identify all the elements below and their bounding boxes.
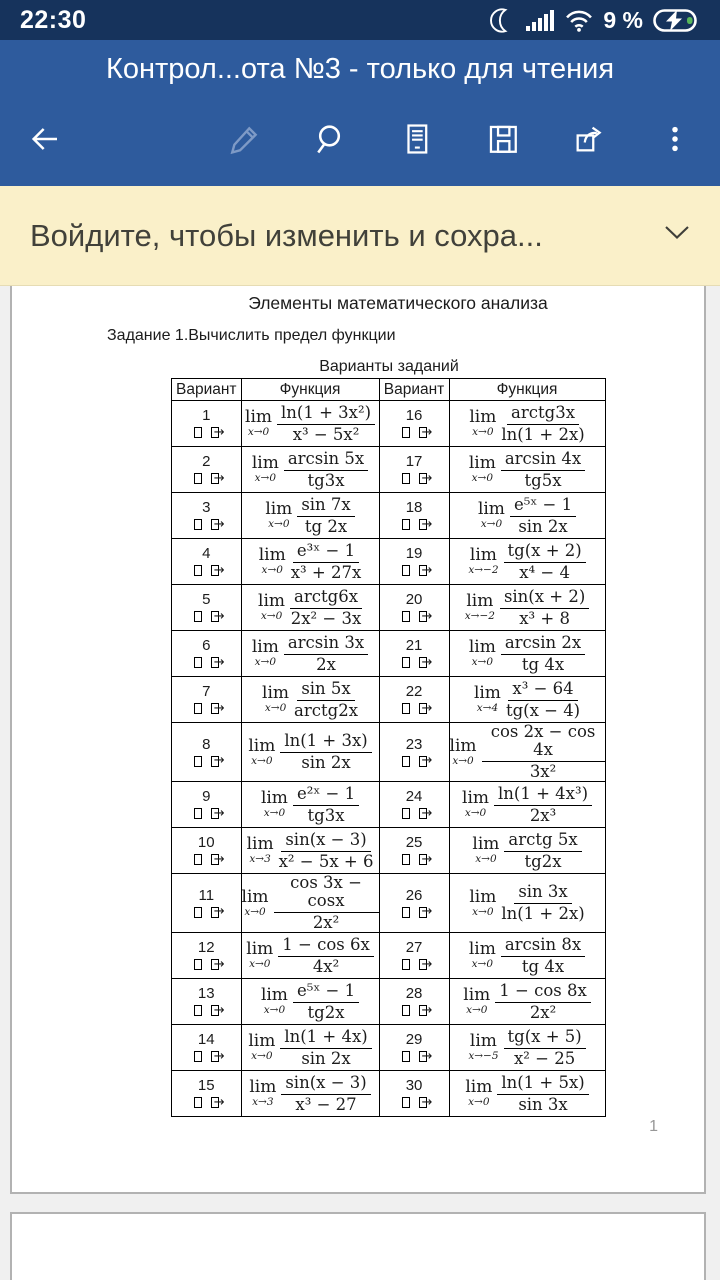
object-placeholders <box>172 470 241 486</box>
document-title-bar: Контрол...ота №3 - только для чтения <box>105 53 615 85</box>
object-placeholder-arrow-icon: → <box>211 703 219 714</box>
limit-operator: lim x→4 <box>473 683 501 714</box>
object-placeholder-arrow-icon: → <box>211 1051 219 1062</box>
battery-percent: 9 % <box>603 6 643 33</box>
object-placeholder-icon <box>194 1097 202 1108</box>
object-placeholder-arrow-icon: → <box>211 427 219 438</box>
object-placeholders <box>172 805 241 821</box>
fraction: $\frac{\sin(x + 2)}{\text{x³ + 8}}$ <box>500 588 589 628</box>
variant-number: 10 <box>197 834 215 851</box>
variant-number: 21 <box>405 637 423 654</box>
variant-number: 6 <box>202 637 211 654</box>
limit-operator: lim x→0 <box>251 453 279 484</box>
variant-number: 1 <box>202 407 211 424</box>
table-row <box>172 585 606 631</box>
fraction: $\frac{\ln(1 + 3x)}{\sin 2x}$ <box>280 732 371 772</box>
fraction: $\frac{\cos 2x - \cos 4x}{\text{3x²}}$ <box>482 723 605 781</box>
share-button[interactable] <box>564 114 614 164</box>
table-row <box>172 933 606 979</box>
save-icon <box>486 122 520 156</box>
fraction: $\frac{tg(x + 2)}{\text{x⁴ − 4}}$ <box>504 542 586 582</box>
object-placeholder-icon <box>402 854 410 865</box>
variant-cell <box>379 933 449 979</box>
object-placeholder-icon <box>194 808 202 819</box>
object-placeholder-icon <box>194 519 202 530</box>
object-placeholder-arrow-icon: → <box>419 473 427 484</box>
fraction: $\frac{\arcsin 2x}{tg 4x}$ <box>501 634 585 674</box>
fraction: $\frac{\text{ln(1 + 4x³)}}{\text{2x³}}$ <box>494 785 592 825</box>
fraction: $\frac{\sin(x - 3)}{\text{x² − 5x + 6}}$ <box>278 829 374 871</box>
object-placeholder-arrow-icon: → <box>419 519 427 530</box>
table-row <box>172 1071 606 1117</box>
variant-number: 23 <box>405 735 423 753</box>
limit-operator: lim x→3 <box>246 834 274 865</box>
limit-operator: lim x→0 <box>265 499 293 530</box>
object-placeholder-icon <box>402 756 410 767</box>
function-cell <box>241 1071 379 1117</box>
object-placeholder-arrow-icon: → <box>211 1005 219 1016</box>
variant-number: 13 <box>197 985 215 1002</box>
object-placeholder-arrow-icon: → <box>211 611 219 622</box>
limit-operator: lim x→3 <box>249 1077 277 1108</box>
table-row <box>172 828 606 874</box>
object-placeholders <box>380 1094 449 1110</box>
object-placeholder-icon <box>402 519 410 530</box>
object-placeholder-icon <box>402 657 410 668</box>
variant-number: 11 <box>198 886 215 904</box>
table-row <box>172 677 606 723</box>
object-placeholders <box>380 851 449 867</box>
table-row <box>172 401 606 447</box>
variant-cell <box>379 493 449 539</box>
function-cell <box>241 631 379 677</box>
limit-operator: lim x→0 <box>248 1031 276 1062</box>
function-cell <box>449 539 605 585</box>
table-row <box>172 782 606 828</box>
object-placeholder-arrow-icon: → <box>211 519 219 530</box>
overflow-menu-icon <box>660 122 690 156</box>
variant-cell <box>172 933 242 979</box>
function-cell <box>449 1025 605 1071</box>
function-cell <box>241 782 379 828</box>
doc-task-line: Задание 1.Вычислить предел функции <box>107 327 396 344</box>
variant-number: 4 <box>202 545 211 562</box>
object-placeholder-icon <box>402 959 410 970</box>
mobile-view-button[interactable] <box>392 114 442 164</box>
variant-number: 25 <box>405 834 423 851</box>
variant-number: 24 <box>405 788 423 805</box>
object-placeholder-arrow-icon: → <box>419 657 427 668</box>
fraction: $\frac{\ln(1 + 5x)}{\sin 3x}$ <box>497 1074 588 1114</box>
limit-operator: lim x→−2 <box>468 545 499 576</box>
object-placeholders <box>172 752 241 769</box>
function-cell <box>449 631 605 677</box>
function-cell <box>449 933 605 979</box>
variant-number: 9 <box>202 788 211 805</box>
variant-number: 2 <box>202 453 211 470</box>
function-cell <box>449 782 605 828</box>
variants-table <box>171 378 606 1117</box>
object-placeholder-icon <box>194 756 202 767</box>
table-row <box>172 979 606 1025</box>
object-placeholder-icon <box>194 427 202 438</box>
object-placeholder-icon <box>194 703 202 714</box>
battery-charging-icon <box>652 7 700 34</box>
page-1 <box>10 286 706 1194</box>
variant-number: 17 <box>405 453 423 470</box>
object-placeholders <box>380 424 449 440</box>
fraction: $\frac{\sin 5x}{\text{arctg2x}}$ <box>294 678 359 720</box>
col-header-variant-2: Вариант <box>379 379 449 401</box>
object-placeholder-icon <box>194 473 202 484</box>
fraction: $\frac{\text{e⁵ˣ − 1}}{\sin 2x}$ <box>510 496 576 536</box>
variant-number: 18 <box>405 499 423 516</box>
object-placeholders <box>172 424 241 440</box>
variant-cell <box>172 979 242 1025</box>
moon-icon <box>487 6 516 35</box>
variant-number: 29 <box>405 1031 423 1048</box>
fraction: $\frac{\text{e²ˣ − 1}}{tg3x}$ <box>293 785 359 825</box>
variant-cell <box>172 782 242 828</box>
function-cell <box>449 979 605 1025</box>
object-placeholder-icon <box>402 473 410 484</box>
limit-operator: lim x→0 <box>469 407 497 438</box>
fraction: $\frac{\text{arctg3x}}{\ln(1 + 2x)}$ <box>501 402 585 444</box>
limit-operator: lim x→0 <box>260 985 288 1016</box>
col-header-variant-1: Вариант <box>172 379 242 401</box>
function-cell <box>449 585 605 631</box>
object-placeholder-arrow-icon: → <box>211 854 219 865</box>
col-header-function-2: Функция <box>449 379 605 401</box>
variant-number: 14 <box>197 1031 215 1048</box>
object-placeholders <box>172 903 241 920</box>
object-placeholder-arrow-icon: → <box>419 1097 427 1108</box>
function-cell <box>241 493 379 539</box>
object-placeholder-icon <box>402 1005 410 1016</box>
function-cell <box>241 401 379 447</box>
table-caption: Варианты заданий <box>319 358 459 375</box>
variant-cell <box>172 723 242 782</box>
function-cell <box>241 585 379 631</box>
object-placeholder-arrow-icon: → <box>419 959 427 970</box>
object-placeholder-arrow-icon: → <box>211 756 219 767</box>
limit-operator: lim x→0 <box>258 545 286 576</box>
function-cell <box>449 828 605 874</box>
limit-operator: lim x→0 <box>463 985 491 1016</box>
variant-cell <box>172 585 242 631</box>
function-cell <box>241 979 379 1025</box>
sign-in-banner-text: Войдите, чтобы изменить и сохра... <box>30 217 543 253</box>
variant-cell <box>172 1025 242 1071</box>
object-placeholders <box>380 1048 449 1064</box>
fraction: $\frac{tg(x + 5)}{\text{x² − 25}}$ <box>504 1028 586 1068</box>
object-placeholder-icon <box>194 959 202 970</box>
variant-cell <box>379 979 449 1025</box>
variant-cell <box>379 723 449 782</box>
variant-cell <box>172 677 242 723</box>
limit-operator: lim x→0 <box>251 637 279 668</box>
variant-number: 3 <box>202 499 211 516</box>
object-placeholder-arrow-icon: → <box>419 703 427 714</box>
function-cell <box>241 828 379 874</box>
object-placeholder-icon <box>194 1005 202 1016</box>
table-row <box>172 631 606 677</box>
function-cell <box>449 493 605 539</box>
variant-cell <box>379 539 449 585</box>
variant-cell <box>379 1071 449 1117</box>
col-header-function-1: Функция <box>241 379 379 401</box>
variant-cell <box>379 631 449 677</box>
object-placeholder-icon <box>402 808 410 819</box>
object-placeholder-icon <box>402 427 410 438</box>
fraction: $\frac{\text{arctg6x}}{\text{2x² − 3x}}$ <box>290 586 362 628</box>
banner-expand-button[interactable] <box>650 215 704 256</box>
variant-number: 16 <box>405 407 423 424</box>
variant-cell <box>172 631 242 677</box>
object-placeholders <box>380 700 449 716</box>
variant-cell <box>172 828 242 874</box>
variant-cell <box>379 828 449 874</box>
table-row <box>172 874 606 933</box>
pencil-icon <box>228 122 262 156</box>
object-placeholders <box>172 1094 241 1110</box>
limit-operator: lim x→0 <box>477 499 505 530</box>
function-cell <box>449 723 605 782</box>
function-cell <box>241 539 379 585</box>
object-placeholder-arrow-icon: → <box>419 1005 427 1016</box>
app-bar <box>0 40 720 186</box>
variant-number: 19 <box>405 545 423 562</box>
status-bar <box>0 0 720 40</box>
object-placeholder-arrow-icon: → <box>419 854 427 865</box>
variant-cell <box>379 585 449 631</box>
variant-number: 22 <box>405 683 423 700</box>
variant-cell <box>172 447 242 493</box>
fraction: $\frac{\ln(1 + 4x)}{\sin 2x}$ <box>280 1028 371 1068</box>
document-canvas[interactable] <box>0 286 720 1280</box>
object-placeholder-icon <box>194 1051 202 1062</box>
object-placeholder-icon <box>402 1051 410 1062</box>
variant-number: 8 <box>202 735 211 753</box>
variant-number: 27 <box>405 939 423 956</box>
page-2 <box>10 1212 706 1280</box>
page-number: 1 <box>649 1118 658 1135</box>
limit-operator: lim x→0 <box>248 735 276 767</box>
object-placeholders <box>380 805 449 821</box>
limit-operator: lim x→0 <box>468 939 496 970</box>
object-placeholder-arrow-icon: → <box>211 657 219 668</box>
limit-operator: lim x→0 <box>258 591 286 622</box>
back-button[interactable] <box>20 114 70 164</box>
object-placeholder-icon <box>402 703 410 714</box>
variant-number: 30 <box>405 1077 423 1094</box>
table-row <box>172 493 606 539</box>
object-placeholder-arrow-icon: → <box>419 1051 427 1062</box>
variant-cell <box>379 1025 449 1071</box>
variant-cell <box>172 874 242 933</box>
object-placeholders <box>380 1002 449 1018</box>
function-cell <box>449 1071 605 1117</box>
object-placeholders <box>380 516 449 532</box>
object-placeholder-icon <box>194 907 202 918</box>
limit-operator: lim x→0 <box>468 637 496 668</box>
function-cell <box>449 401 605 447</box>
object-placeholders <box>172 654 241 670</box>
function-cell <box>241 447 379 493</box>
object-placeholder-arrow-icon: → <box>211 808 219 819</box>
object-placeholders <box>172 562 241 578</box>
variant-number: 7 <box>202 683 211 700</box>
object-placeholders <box>172 700 241 716</box>
function-cell <box>241 677 379 723</box>
object-placeholders <box>380 562 449 578</box>
limit-operator: lim x→0 <box>246 939 274 970</box>
variant-cell <box>172 1071 242 1117</box>
object-placeholder-icon <box>194 611 202 622</box>
object-placeholder-arrow-icon: → <box>211 907 219 918</box>
search-button[interactable] <box>306 114 356 164</box>
limit-operator: lim x→0 <box>468 453 496 484</box>
object-placeholders <box>172 1002 241 1018</box>
object-placeholders <box>380 956 449 972</box>
object-placeholder-arrow-icon: → <box>419 611 427 622</box>
object-placeholders <box>172 851 241 867</box>
chevron-down-icon <box>664 225 690 241</box>
fraction: $\frac{\arcsin 8x}{tg 4x}$ <box>501 936 585 976</box>
function-cell <box>449 874 605 933</box>
variant-cell <box>172 493 242 539</box>
overflow-menu-button[interactable] <box>650 114 700 164</box>
signal-icon <box>525 7 555 33</box>
table-row <box>172 1025 606 1071</box>
clock: 22:30 <box>20 5 87 34</box>
limit-operator: lim x→0 <box>469 886 497 918</box>
limit-operator: lim x→0 <box>465 1077 493 1108</box>
search-icon <box>313 121 349 157</box>
object-placeholder-arrow-icon: → <box>419 907 427 918</box>
object-placeholder-arrow-icon: → <box>419 565 427 576</box>
object-placeholder-icon <box>194 565 202 576</box>
fraction: $\frac{\cos 3x - \cos x}{\text{2x²}}$ <box>274 874 379 932</box>
fraction: $\frac{\text{x³ − 64}}{tg(x - 4)}$ <box>505 678 581 720</box>
limit-operator: lim x→0 <box>260 788 288 819</box>
variant-number: 26 <box>405 886 423 904</box>
object-placeholders <box>380 608 449 624</box>
limit-operator: lim x→−2 <box>464 591 495 622</box>
object-placeholder-icon <box>402 1097 410 1108</box>
variants-table-body <box>172 401 606 1117</box>
object-placeholder-arrow-icon: → <box>211 1097 219 1108</box>
variant-number: 15 <box>197 1077 215 1094</box>
object-placeholders <box>172 608 241 624</box>
object-placeholder-arrow-icon: → <box>419 808 427 819</box>
object-placeholders <box>380 903 449 920</box>
fraction: $\frac{\sin(x - 3)}{\text{x³ − 27}}$ <box>281 1074 370 1114</box>
limit-operator: lim x→−5 <box>468 1031 499 1062</box>
function-cell <box>241 874 379 933</box>
toolbar-actions <box>220 114 700 164</box>
fraction: $\frac{\arcsin 5x}{tg3x}$ <box>284 450 368 490</box>
fraction: $\frac{\text{e⁵ˣ − 1}}{tg2x}$ <box>293 982 359 1022</box>
toolbar <box>0 98 720 184</box>
save-button[interactable] <box>478 114 528 164</box>
back-arrow-icon <box>29 123 61 155</box>
table-row <box>172 539 606 585</box>
object-placeholder-icon <box>402 565 410 576</box>
mobile-view-icon <box>400 122 434 156</box>
function-cell <box>449 677 605 723</box>
object-placeholder-arrow-icon: → <box>419 756 427 767</box>
variant-cell <box>379 874 449 933</box>
function-cell <box>241 1025 379 1071</box>
variant-number: 12 <box>197 939 215 956</box>
object-placeholder-icon <box>194 657 202 668</box>
object-placeholders <box>380 654 449 670</box>
object-placeholder-icon <box>402 907 410 918</box>
object-placeholders <box>380 752 449 769</box>
table-row <box>172 447 606 493</box>
variant-cell <box>379 677 449 723</box>
object-placeholder-arrow-icon: → <box>419 427 427 438</box>
object-placeholder-arrow-icon: → <box>211 473 219 484</box>
limit-operator: lim x→0 <box>449 735 477 767</box>
status-icons <box>487 6 700 35</box>
sign-in-banner[interactable] <box>0 186 720 286</box>
fraction: $\frac{\arcsin 4x}{tg5x}$ <box>501 450 585 490</box>
doc-heading: Элементы математического анализа <box>248 293 548 313</box>
limit-operator: lim x→0 <box>472 834 500 865</box>
object-placeholders <box>172 956 241 972</box>
fraction: $\frac{1 - \cos 6x}{\text{4x²}}$ <box>278 936 374 976</box>
variant-number: 28 <box>405 985 423 1002</box>
variant-cell <box>379 401 449 447</box>
fraction: $\frac{1 - \cos 8x}{\text{2x²}}$ <box>495 982 591 1022</box>
variant-cell <box>172 539 242 585</box>
fraction: $\frac{\text{ln(1 + 3x²)}}{\text{x³ − 5x²}}$ <box>277 404 375 444</box>
variant-cell <box>172 401 242 447</box>
function-cell <box>241 933 379 979</box>
function-cell <box>241 723 379 782</box>
table-header-row <box>172 379 606 401</box>
variant-number: 5 <box>202 591 211 608</box>
object-placeholders <box>172 516 241 532</box>
function-cell <box>449 447 605 493</box>
fraction: $\frac{\arcsin 3x}{2x}$ <box>284 634 368 674</box>
fraction: $\frac{\sin 3x}{\ln(1 + 2x)}$ <box>501 882 585 923</box>
object-placeholders <box>172 1048 241 1064</box>
variant-cell <box>379 447 449 493</box>
fraction: $\frac{\text{arctg 5x}}{tg2x}$ <box>504 831 581 871</box>
limit-operator: lim x→0 <box>241 886 269 918</box>
table-row <box>172 723 606 782</box>
object-placeholder-icon <box>402 611 410 622</box>
fraction: $\frac{\text{e³ˣ − 1}}{\text{x³ + 27x}}$ <box>290 540 362 582</box>
object-placeholder-arrow-icon: → <box>211 565 219 576</box>
limit-operator: lim x→0 <box>245 407 273 438</box>
share-icon <box>572 122 606 156</box>
edit-button[interactable] <box>220 114 270 164</box>
variant-cell <box>379 782 449 828</box>
object-placeholder-arrow-icon: → <box>211 959 219 970</box>
limit-operator: lim x→0 <box>262 683 290 714</box>
object-placeholder-icon <box>194 854 202 865</box>
fraction: $\frac{\sin 7x}{tg 2x}$ <box>297 496 354 536</box>
wifi-icon <box>564 7 594 33</box>
variant-number: 20 <box>405 591 423 608</box>
limit-operator: lim x→0 <box>462 788 490 819</box>
object-placeholders <box>380 470 449 486</box>
